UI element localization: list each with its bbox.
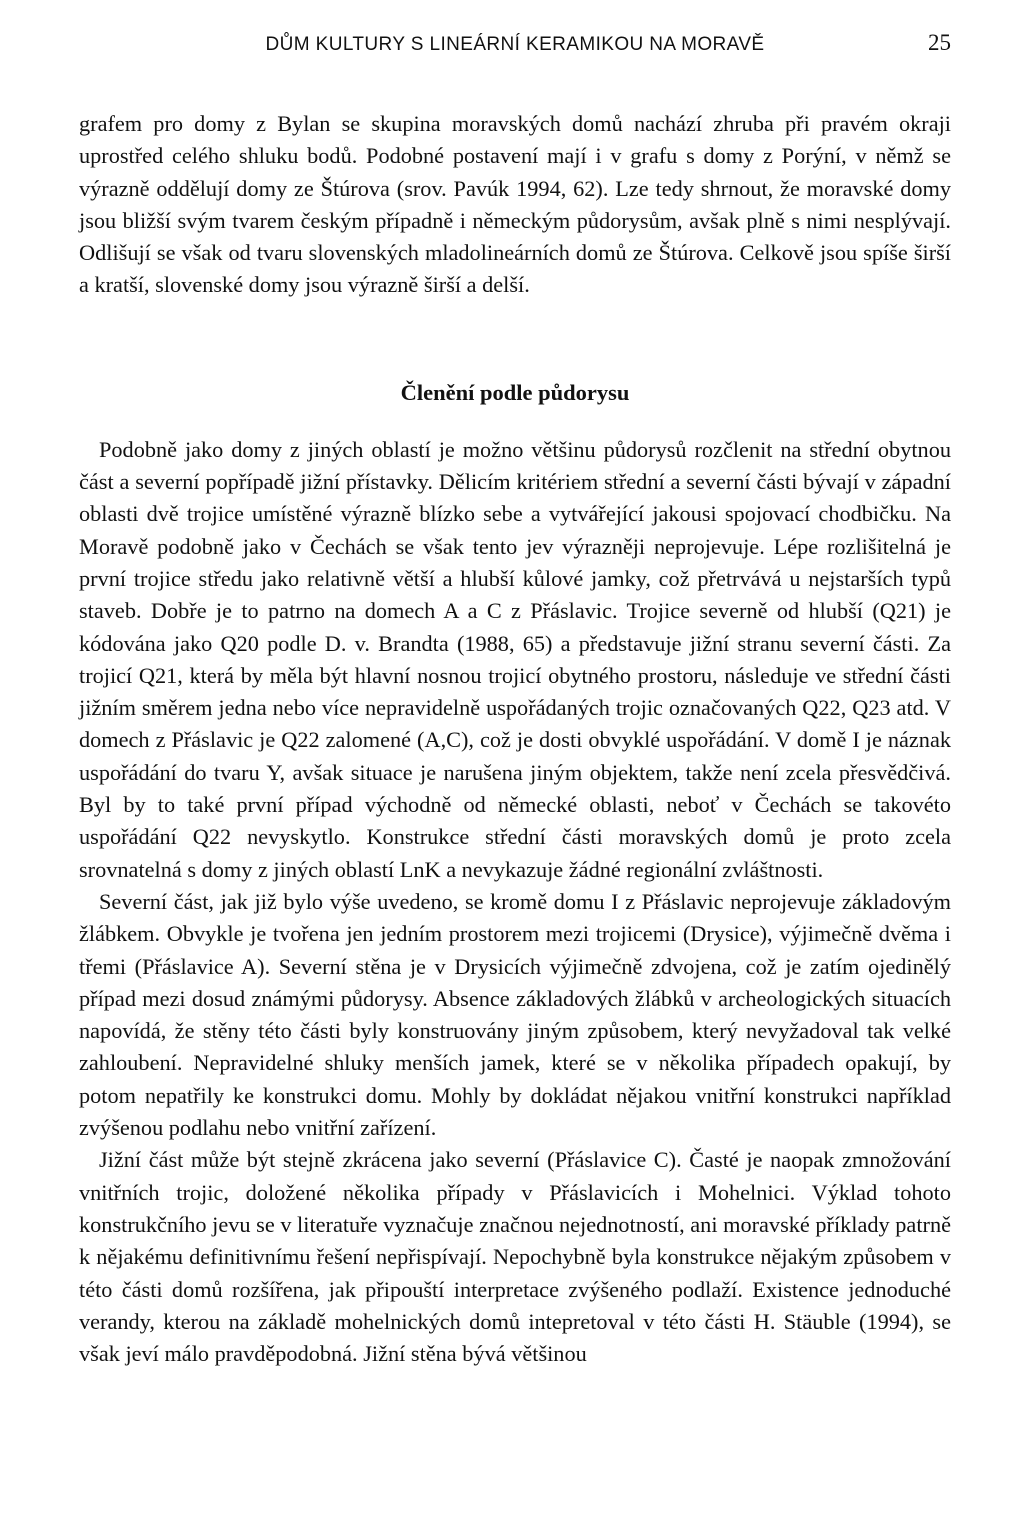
running-title: DŮM KULTURY S LINEÁRNÍ KERAMIKOU NA MORAVĚ	[265, 34, 765, 55]
paragraph-continued: grafem pro domy z Bylan se skupina moravských domů nachází zhruba při pravém okraji uprostřed celého shluku bodů. Podobné postavení mají i v grafu s domy z Porýní, v němž se výrazně oddělují domy ze Štúrova (srov. Pavúk 1994, 62). Lze tedy shrnout, že moravské domy jsou bližší svým tvarem českým případně i německým půdorysům, avšak plně s nimi nesplývají. Odlišují se však od tvaru slovenských mladolineárních domů ze Štúrova. Celkově jsou spíše širší a kratší, slovenské domy jsou výrazně širší a delší.	[79, 111, 951, 298]
paragraph: Jižní část může být stejně zkrácena jako severní (Přáslavice C). Časté je naopak zmnožování vnitřních trojic, doložené několika případy v Přáslavicích i Mohelnici. Výklad tohoto konstrukčního jevu se v literatuře vyznačuje značnou nejednotností, ani moravské příklady patrně k nějakému definitivnímu řešení nepřispívají. Nepochybně byla konstrukce nějakým způsobem v této části domů rozšířena, jak připouští interpretace zvýšeného podlaží. Existence jednoduché verandy, kterou na základě mohelnických domů intepretoval v této části H. Stäuble (1994), se však jeví málo pravděpodobná. Jižní stěna bývá většinou	[79, 1147, 951, 1367]
paragraph: Podobně jako domy z jiných oblastí je možno většinu půdorysů rozčlenit na střední obytnou část a severní popřípadě jižní přístavky. Dělicím kritériem střední a severní části bývají v západní oblasti dvě trojice umístěné výrazně blízko sebe a vytvářející jakousi spojovací chodbičku. Na Moravě podobně jako v Čechách se však tento jev výrazněji neprojevuje. Lépe rozlišitelná je první trojice středu jako relativně větší a hlubší kůlové jamky, což přetrvává u nejstarších typů staveb. Dobře je to patrno na domech A a C z Přáslavic. Trojice severně od hlubší (Q21) je kódována jako Q20 podle D. v. Brandta (1988, 65) a představuje jižní stranu severní části. Za trojicí Q21, která by měla být hlavní nosnou trojicí obytného prostoru, následuje ve střední části jižním směrem jedna nebo více nepravidelně uspořádaných trojic označovaných Q22, Q23 atd. V domech z Přáslavic je Q22 zalomené (A,C), což je dosti obvyklé uspořádání. V domě I je náznak uspořádání do tvaru Y, avšak situace je narušena jiným objektem, takže není zcela přesvědčivá. Byl by to také první případ východně od německé oblasti, neboť v Čechách se takovéto uspořádání Q22 nevyskytlo. Konstrukce střední části moravských domů je proto zcela srovnatelná s domy z jiných oblastí LnK a nevykazuje žádné regionální zvláštnosti.	[79, 436, 951, 882]
book-page	[79, 30, 951, 1370]
paragraph: Severní část, jak již bylo výše uvedeno, se kromě domu I z Přáslavic neprojevuje základovým žlábkem. Obvykle je tvořena jen jedním prostorem mezi trojicemi (Drysice), výjimečně dvěma i třemi (Přáslavice A). Severní stěna je v Drysicích výjimečně zdvojena, což je zatím ojedinělý případ mezi dosud známými půdorysy. Absence základových žlábků v archeologických situacích napovídá, že stěny této části byly konstruovány jiným způsobem, který nevyžadoval tak velké zahloubení. Nepravidelné shluky menších jamek, které se v několika případech opakují, by potom nepatřily ke konstrukci domu. Mohly by dokládat nějakou vnitřní konstrukci například zvýšenou podlahu nebo vnitřní zařízení.	[79, 888, 951, 1141]
running-header	[79, 30, 951, 66]
page-number: 25	[928, 30, 951, 55]
section-heading: Členění podle půdorysu	[400, 379, 630, 405]
